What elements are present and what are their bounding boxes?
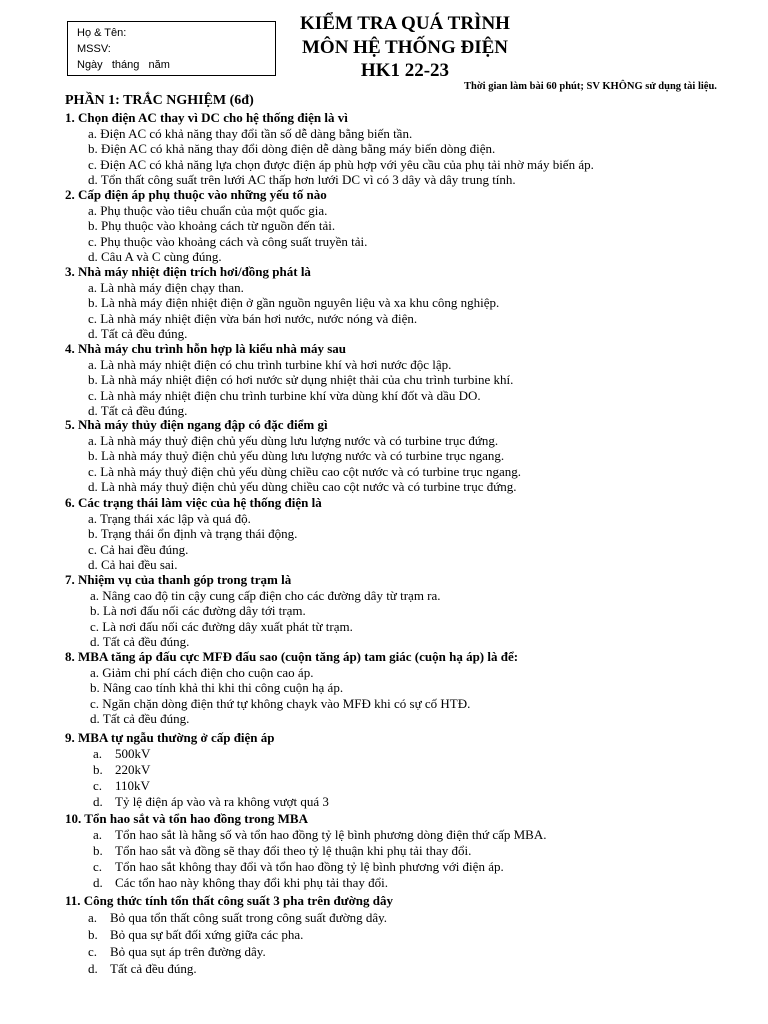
option-letter: b. bbox=[88, 927, 98, 942]
question-11: 11. Công thức tính tổn thất công suất 3 pha trên đường dây bbox=[65, 893, 393, 908]
question-6-option: b. Trạng thái ổn định và trạng thái động. bbox=[88, 526, 298, 541]
semester-title: HK1 22-23 bbox=[360, 60, 450, 81]
student-info-box bbox=[67, 21, 276, 76]
question-4-option: c. Là nhà máy nhiệt điện chu trình turbine khí vừa dùng khí đốt và dầu DO. bbox=[88, 387, 481, 403]
question-2: 2. Cấp điện áp phụ thuộc vào những yếu tố nào bbox=[65, 187, 327, 202]
question-7-option: a. Nâng cao độ tin cậy cung cấp điện cho các đường dây từ trạm ra. bbox=[90, 587, 441, 603]
option-text: Tổn hao sắt không thay đổi và tổn hao đồng tỷ lệ bình phương với điện áp. bbox=[115, 859, 504, 874]
option-letter: d. bbox=[93, 794, 103, 809]
question-4-option: a. Là nhà máy nhiệt điện có chu trình turbine khí và hơi nước độc lập. bbox=[88, 356, 452, 372]
option-letter: d. bbox=[93, 875, 103, 890]
option-text: Tất cả đều đúng. bbox=[110, 961, 197, 976]
question-2-option: b. Phụ thuộc vào khoảng cách từ nguồn đến tải. bbox=[88, 218, 336, 233]
question-3-option: b. Là nhà máy điện nhiệt điện ở gần nguồn nguyên liệu và xa khu công nghiệp. bbox=[88, 295, 500, 310]
option-letter: b. bbox=[93, 762, 103, 777]
option-letter: a. bbox=[88, 910, 98, 925]
option-letter: b. bbox=[93, 843, 103, 858]
option-text: Bỏ qua sụt áp trên đường dây. bbox=[110, 944, 266, 959]
question-7: 7. Nhiệm vụ của thanh góp trong trạm là bbox=[65, 572, 292, 587]
option-letter: c. bbox=[88, 944, 98, 959]
question-9-option bbox=[93, 795, 329, 809]
option-text: 110kV bbox=[115, 778, 150, 793]
option-text: Tổn hao sắt là hằng số và tổn hao đồng tỷ lệ bình phương dòng điện thứ cấp MBA. bbox=[115, 827, 547, 842]
question-5-option: d. Là nhà máy thuỷ điện chủ yếu dùng chiều cao cột nước và có turbine trục đứng. bbox=[88, 479, 517, 494]
question-9: 9. MBA tự ngẫu thường ở cấp điện áp bbox=[65, 730, 275, 745]
option-text: Bỏ qua tổn thất công suất trong công suất đường dây. bbox=[110, 910, 388, 925]
question-10-option bbox=[93, 828, 547, 842]
question-3-option: c. Là nhà máy nhiệt điện vừa bán hơi nước, nước nóng và điện. bbox=[88, 310, 418, 326]
name-field-label: Họ & Tên: bbox=[77, 27, 127, 39]
question-2-option: a. Phụ thuộc vào tiêu chuẩn của một quốc gia. bbox=[88, 202, 328, 218]
question-11-option bbox=[88, 945, 266, 959]
student-id-field-label: MSSV: bbox=[77, 43, 111, 55]
question-6-option: a. Trạng thái xác lập và quá độ. bbox=[88, 510, 251, 526]
question-10-option bbox=[93, 860, 504, 874]
question-1: 1. Chọn điện AC thay vì DC cho hệ thống điện là vì bbox=[65, 110, 348, 125]
question-9-option bbox=[93, 747, 150, 761]
question-1-option: c. Điện AC có khả năng lựa chọn được điện áp phù hợp với yêu cầu của phụ tải nhờ máy biến áp. bbox=[88, 156, 594, 172]
time-note: Thời gian làm bài 60 phút; SV KHÔNG sử dụng tài liệu. bbox=[464, 81, 717, 92]
question-2-option: c. Phụ thuộc vào khoảng cách và công suất truyền tải. bbox=[88, 233, 368, 249]
question-6-option: c. Cả hai đều đúng. bbox=[88, 541, 189, 557]
question-7-option: d. Tất cả đều đúng. bbox=[90, 634, 190, 649]
question-5-option: a. Là nhà máy thuỷ điện chủ yếu dùng lưu lượng nước và có turbine trục đứng. bbox=[88, 432, 499, 448]
option-text: 220kV bbox=[115, 762, 151, 777]
question-11-option bbox=[88, 928, 303, 942]
date-field-label: Ngày tháng năm bbox=[77, 59, 170, 71]
option-text: 500kV bbox=[115, 746, 151, 761]
option-text: Các tổn hao này không thay đổi khi phụ tải thay đổi. bbox=[115, 875, 388, 890]
question-10-option bbox=[93, 844, 471, 858]
question-8-option: a. Giảm chi phí cách điện cho cuộn cao áp. bbox=[90, 664, 314, 680]
question-7-option: b. Là nơi đấu nối các đường dây tới trạm. bbox=[90, 603, 306, 618]
question-4-option: d. Tất cả đều đúng. bbox=[88, 403, 188, 418]
question-5-option: b. Là nhà máy thuỷ điện chủ yếu dùng lưu lượng nước và có turbine trục ngang. bbox=[88, 448, 505, 463]
question-2-option: d. Câu A và C cùng đúng. bbox=[88, 249, 222, 264]
question-6: 6. Các trạng thái làm việc của hệ thống điện là bbox=[65, 495, 322, 510]
option-text: Bỏ qua sự bất đối xứng giữa các pha. bbox=[110, 927, 304, 942]
question-3-option: a. Là nhà máy điện chạy than. bbox=[88, 279, 244, 295]
question-1-option: a. Điện AC có khả năng thay đổi tần số dễ dàng bằng biến tần. bbox=[88, 125, 413, 141]
question-8-option: b. Nâng cao tính khả thi khi thi công cuộn hạ áp. bbox=[90, 680, 344, 695]
question-11-option bbox=[88, 911, 387, 925]
question-9-option bbox=[93, 763, 150, 777]
question-3: 3. Nhà máy nhiệt điện trích hơi/đồng phát là bbox=[65, 264, 311, 279]
question-5-option: c. Là nhà máy thuỷ điện chủ yếu dùng chiều cao cột nước và có turbine trục ngang. bbox=[88, 463, 522, 479]
question-1-option: d. Tổn thất công suất trên lưới AC thấp hơn lưới DC vì có 3 dây và dây trung tính. bbox=[88, 172, 516, 187]
section-title: PHẦN 1: TRẮC NGHIỆM (6đ) bbox=[65, 93, 254, 108]
question-9-option bbox=[93, 779, 150, 793]
exam-title: KIỂM TRA QUÁ TRÌNH bbox=[300, 13, 510, 34]
question-1-option: b. Điện AC có khả năng thay đổi dòng điện dễ dàng bằng máy biến dòng điện. bbox=[88, 141, 496, 156]
question-3-option: d. Tất cả đều đúng. bbox=[88, 326, 188, 341]
option-letter: a. bbox=[93, 827, 103, 842]
question-8-option: d. Tất cả đều đúng. bbox=[90, 711, 190, 726]
question-10-option bbox=[93, 876, 388, 890]
question-11-option bbox=[88, 962, 197, 976]
question-4-option: b. Là nhà máy nhiệt điện có hơi nước sử dụng nhiệt thải của chu trình turbine khí. bbox=[88, 372, 514, 387]
option-text: Tỷ lệ điện áp vào và ra không vượt quá 3 bbox=[115, 794, 329, 809]
question-5: 5. Nhà máy thủy điện ngang đập có đặc điểm gì bbox=[65, 417, 328, 432]
question-8-option: c. Ngăn chặn dòng điện thứ tự không chayk vào MFĐ khi có sự cố HTĐ. bbox=[90, 695, 471, 711]
question-7-option: c. Là nơi đấu nối các đường dây xuất phát từ trạm. bbox=[90, 618, 353, 634]
question-10: 10. Tổn hao sắt và tổn hao đồng trong MBA bbox=[65, 811, 308, 826]
question-4: 4. Nhà máy chu trình hỗn hợp là kiểu nhà máy sau bbox=[65, 341, 346, 356]
course-title: MÔN HỆ THỐNG ĐIỆN bbox=[301, 37, 509, 58]
option-letter: d. bbox=[88, 961, 98, 976]
option-text: Tổn hao sắt và đồng sẽ thay đổi theo tỷ lệ thuận khi phụ tải thay đổi. bbox=[115, 843, 472, 858]
option-letter: c. bbox=[93, 778, 103, 793]
option-letter: a. bbox=[93, 746, 103, 761]
option-letter: c. bbox=[93, 859, 103, 874]
question-8: 8. MBA tăng áp đấu cực MFĐ đấu sao (cuộn tăng áp) tam giác (cuộn hạ áp) là để: bbox=[65, 649, 519, 664]
question-6-option: d. Cả hai đều sai. bbox=[88, 557, 178, 572]
